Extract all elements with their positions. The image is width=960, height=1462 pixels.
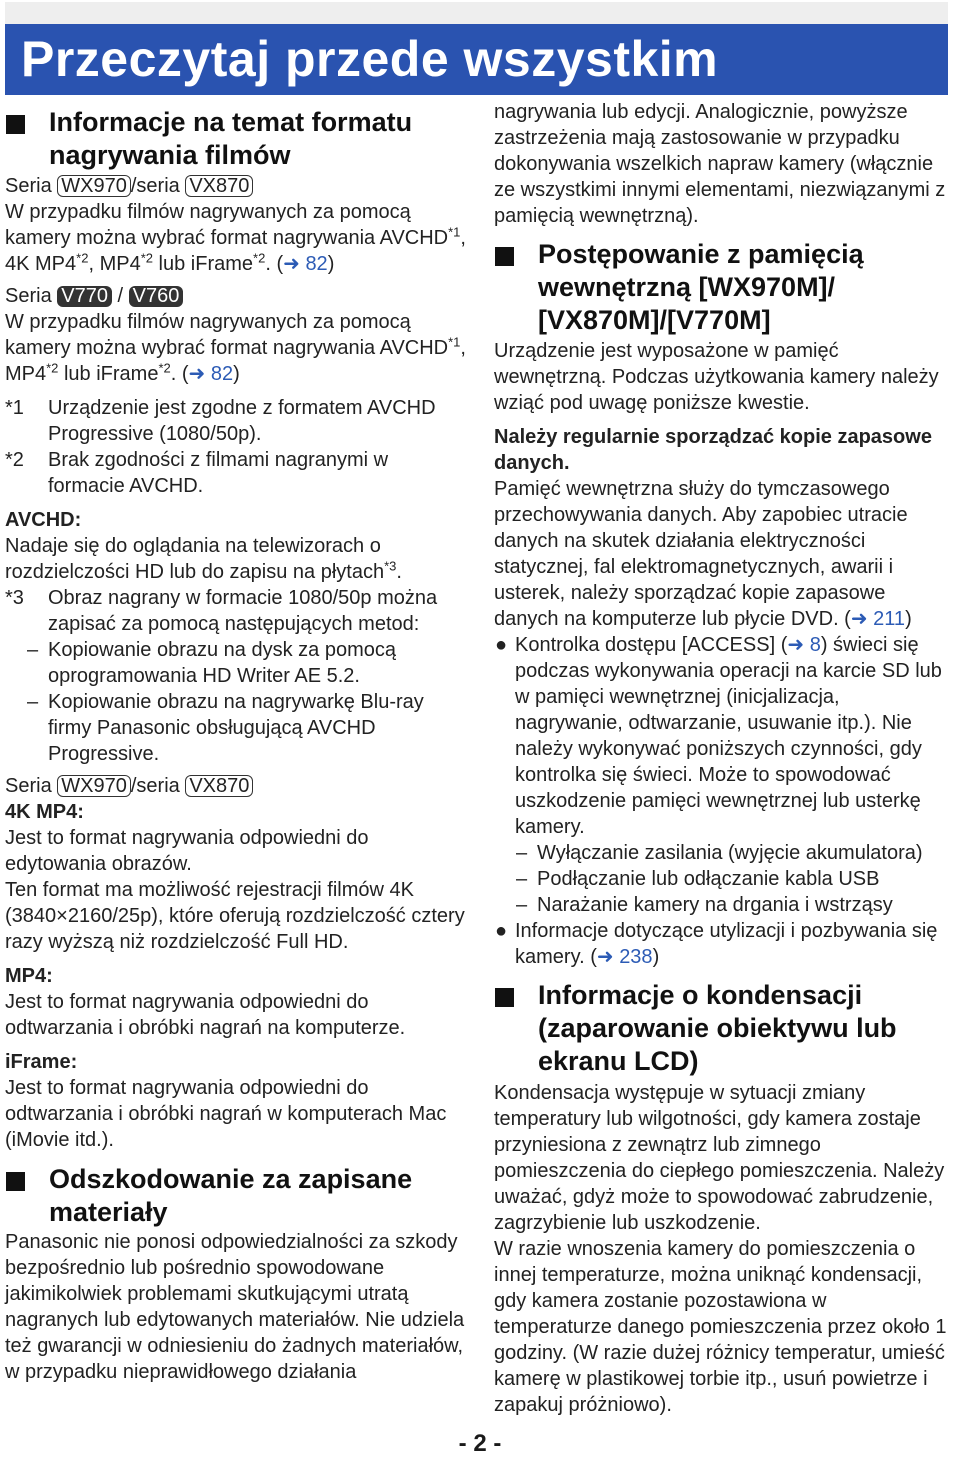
dash-item: – Narażanie kamery na drgania i wstrząsy <box>516 894 893 916</box>
paragraph: Panasonic nie ponosi odpowiedzialności za szkody bezpośrednio lub pośrednio spowodowane jakimikolwiek problemami skutkującymi utratą nagranych lub edytowanych materiałów. Nie udziela też gwarancji w odniesieniu do żadnych materiałów, w przypadku nieprawidłowego działania <box>5 1231 465 1383</box>
section-heading-compensation: Odszkodowanie za zapisane materiały <box>5 1163 470 1229</box>
term-label: AVCHD: <box>5 509 82 531</box>
model-tag: VX870 <box>185 775 253 797</box>
paragraph: W przypadku filmów nagrywanych za pomocą kamery można wybrać format nagrywania AVCHD$^{*1}$, 4K MP4$^{*2}$, MP4$^{*2}$ lub iFrame$^{*2}$. (➜ 82) <box>5 201 466 275</box>
paragraph: Jest to format nagrywania odpowiedni do odtwarzania i obróbki nagrań na komputerze. <box>5 991 406 1039</box>
arrow-icon: ➜ <box>188 363 206 385</box>
page-title: Przeczytaj przede wszystkim <box>5 24 948 95</box>
model-tag: V760 <box>129 286 184 307</box>
page-reference-link[interactable]: 238 <box>619 946 653 968</box>
square-bullet-icon <box>495 988 514 1007</box>
right-column <box>494 99 949 1418</box>
series-line: Seria WX970 /seria VX870 <box>5 173 470 199</box>
paragraph: nagrywania lub edycji. Analogicznie, powyższe zastrzeżenia mają zastosowanie w przypadku dokonywania wszelkich napraw kamery (włącznie ze wszystkimi innymi elementami, niezwiązanymi z pamięcią wewnętrzną). <box>494 101 946 227</box>
dash-item: – Podłączanie lub odłączanie kabla USB <box>516 868 880 890</box>
section-heading-condensation: Informacje o kondensacji (zaparowanie obiektywu lub ekranu LCD) <box>494 979 949 1078</box>
page-number: - 2 - <box>458 1430 502 1457</box>
dash-item: – Wyłączanie zasilania (wyjęcie akumulatora) <box>516 842 923 864</box>
page-reference-link[interactable]: 211 <box>873 608 906 630</box>
paragraph: Ten format ma możliwość rejestracji filmów 4K (3840×2160/25p), które oferują rozdzielczość cztery razy wyższą niż rozdzielczość Full HD. <box>5 879 465 953</box>
paragraph: Kondensacja występuje w sytuacji zmiany temperatury lub wilgotności, gdy kamera zostaje przyniesiona z zewnątrz lub zimnego pomieszczenia do ciepłego pomieszczenia. Należy uważać, gdyż może to spowodować zabrudzenie, zagrzybienie lub uszkodzenie. <box>494 1082 945 1234</box>
bullet-item: ● Informacje dotyczące utylizacji i pozbywania się kamery. (➜ 238) <box>495 920 938 968</box>
term-label: Należy regularnie sporządzać kopie zapasowe danych. <box>494 426 932 474</box>
paragraph: W razie wnoszenia kamery do pomieszczenia o innej temperaturze, można uniknąć kondensacji, gdy kamera zostanie pozostawiona w temperaturze danego pomieszczenia przez około 1 godziny. (W razie dużej różnicy temperatur, umieść kamerę w plastikowej torbie itp., usuń powietrze i zapakuj próżniowo). <box>494 1238 947 1416</box>
section-heading-format: Informacje na temat formatu nagrywania filmów <box>5 106 470 172</box>
bullet-dot-icon: ● <box>495 634 508 656</box>
paragraph: Jest to format nagrywania odpowiedni do odtwarzania i obróbki nagrań w komputerach Mac (iMovie itd.). <box>5 1077 447 1151</box>
dash-item: – Kopiowanie obrazu na nagrywarkę Blu-ray firmy Panasonic obsługującą AVCHD Progressive. <box>27 691 424 765</box>
top-rule <box>5 2 948 24</box>
arrow-icon: ➜ <box>850 608 868 630</box>
paragraph: W przypadku filmów nagrywanych za pomocą kamery można wybrać format nagrywania AVCHD$^{*1}$, MP4$^{*2}$ lub iFrame$^{*2}$. (➜ 82) <box>5 311 466 385</box>
series-line: Seria V770 / V760 <box>5 283 470 309</box>
paragraph: Urządzenie jest wyposażone w pamięć wewnętrzną. Podczas użytkowania kamery należy wziąć pod uwagę poniższe kwestie. <box>494 340 939 414</box>
page-reference-link[interactable]: 82 <box>210 363 234 385</box>
square-bullet-icon <box>6 1172 25 1191</box>
model-tag: WX970 <box>57 175 131 197</box>
section-heading-memory: Postępowanie z pamięcią wewnętrzną [WX970M]/ [VX870M]/[V770M] <box>494 238 949 337</box>
paragraph: Jest to format nagrywania odpowiedni do edytowania obrazów. <box>5 827 369 875</box>
square-bullet-icon <box>495 247 514 266</box>
bullet-dot-icon: ● <box>495 920 508 942</box>
bullet-item: ● Kontrolka dostępu [ACCESS] (➜ 8) świeci się podczas wykonywania operacji na karcie SD lub w pamięci wewnętrznej (inicjalizacja, nagrywanie, odtwarzanie, usuwanie itp.). Nie należy wykonywać poniższych czynności, gdy kontrolka się świeci. Może to spowodować uszkodzenie pamięci wewnętrznej lub usterkę kamery. <box>495 634 942 838</box>
left-column <box>5 106 470 1385</box>
footnote: *2 Brak zgodności z filmami nagranymi w formacie AVCHD. <box>5 449 389 497</box>
footnote: *1 Urządzenie jest zgodne z formatem AVCHD Progressive (1080/50p). <box>5 397 436 445</box>
dash-item: – Kopiowanie obrazu na dysk za pomocą oprogramowania HD Writer AE 5.2. <box>27 639 396 687</box>
term-label: iFrame: <box>5 1051 78 1073</box>
paragraph: Nadaje się do oglądania na telewizorach o rozdzielczości HD lub do zapisu na płytach$^{*3}$. <box>5 535 402 583</box>
term-label: MP4: <box>5 965 53 987</box>
model-tag: VX870 <box>185 175 253 197</box>
paragraph: Pamięć wewnętrzna służy do tymczasowego przechowywania danych. Aby zapobiec utracie danych na skutek działania elektryczności statycznej, fal elektromagnetycznych, awarii i usterek, należy sporządzać kopie zapasowe danych na komputerze lub płycie DVD. (➜ 211) <box>494 478 912 630</box>
arrow-icon: ➜ <box>596 946 614 968</box>
page-reference-link[interactable]: 8 <box>809 634 821 656</box>
model-tag: WX970 <box>57 775 131 797</box>
term-label: 4K MP4: <box>5 801 84 823</box>
arrow-icon: ➜ <box>283 253 300 275</box>
square-bullet-icon <box>6 115 25 134</box>
page-reference-link[interactable]: 82 <box>305 253 328 275</box>
model-tag: V770 <box>57 286 112 307</box>
series-line: Seria WX970 /seria VX870 <box>5 773 470 799</box>
footnote: *3 Obraz nagrany w formacie 1080/50p można zapisać za pomocą następujących metod: <box>5 587 438 635</box>
arrow-icon: ➜ <box>787 634 805 656</box>
